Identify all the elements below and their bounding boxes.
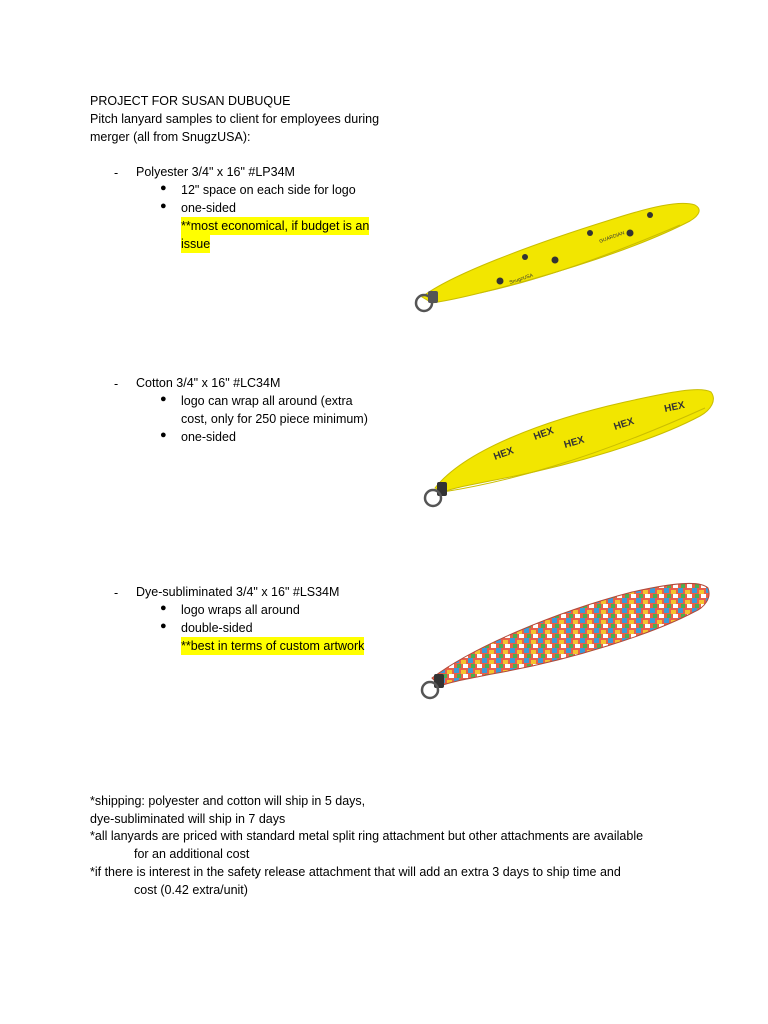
shipping-note-line-1: *shipping: polyester and cotton will ship in 5 days, xyxy=(90,794,366,808)
intro-line-2: merger (all from SnugzUSA): xyxy=(90,130,251,144)
bullet-dot: ● xyxy=(160,200,167,212)
yellow-cotton-lanyard-image xyxy=(415,380,720,515)
lanyard-print-text: HEX xyxy=(532,425,556,443)
product-cotton-bullet-2: one-sided xyxy=(181,430,236,444)
safety-note-line-1: *if there is interest in the safety release attachment that will add an extra 3 days to ship time and xyxy=(90,865,621,879)
product-cotton-bullet-1: logo can wrap all around (extra xyxy=(181,394,353,408)
product-cotton-bullet-1-cont: cost, only for 250 piece minimum) xyxy=(181,412,368,426)
product-dye-sub-name: Dye-subliminated 3/4" x 16" #LS34M xyxy=(136,585,340,599)
product-polyester-bullet-2: one-sided xyxy=(181,201,236,215)
product-polyester-name: Polyester 3/4" x 16" #LP34M xyxy=(136,165,295,179)
bullet-dot: ● xyxy=(160,393,167,405)
lanyard-print-text: HEX xyxy=(612,416,636,433)
multicolor-dye-sublimated-lanyard-image xyxy=(412,578,717,708)
bullet-dot: ● xyxy=(160,429,167,441)
product-polyester-note-1: **most economical, if budget is an xyxy=(181,219,370,233)
list-dash: - xyxy=(114,166,119,180)
product-cotton-name: Cotton 3/4" x 16" #LC34M xyxy=(136,376,281,390)
lanyard-print-text: HEX xyxy=(663,399,686,415)
list-dash: - xyxy=(114,377,119,391)
safety-note-line-2: cost (0.42 extra/unit) xyxy=(134,883,248,897)
lanyard-print-text: HEX xyxy=(492,445,516,463)
attachment-note-line-2: for an additional cost xyxy=(134,847,250,861)
product-dye-sub-bullet-2: double-sided xyxy=(181,621,253,635)
product-dye-sub-note: **best in terms of custom artwork xyxy=(181,639,365,653)
bullet-dot: ● xyxy=(160,182,167,194)
intro-line-1: Pitch lanyard samples to client for employees during xyxy=(90,112,380,126)
yellow-polyester-lanyard-image xyxy=(410,185,710,320)
bullet-dot: ● xyxy=(160,602,167,614)
attachment-note-line-1: *all lanyards are priced with standard metal split ring attachment but other attachments are available xyxy=(90,829,644,843)
lanyard-print-text: SnugzUSA xyxy=(508,272,534,286)
product-polyester-bullet-1: 12" space on each side for logo xyxy=(181,183,356,197)
document-title: PROJECT FOR SUSAN DUBUQUE xyxy=(90,94,291,108)
list-dash: - xyxy=(114,586,119,600)
product-dye-sub-bullet-1: logo wraps all around xyxy=(181,603,300,617)
lanyard-print-text: HEX xyxy=(562,434,586,451)
product-polyester-note-2: issue xyxy=(181,237,211,251)
bullet-dot: ● xyxy=(160,620,167,632)
lanyard-print-text: GUARDIAN xyxy=(598,230,626,245)
shipping-note-line-2: dye-subliminated will ship in 7 days xyxy=(90,812,286,826)
